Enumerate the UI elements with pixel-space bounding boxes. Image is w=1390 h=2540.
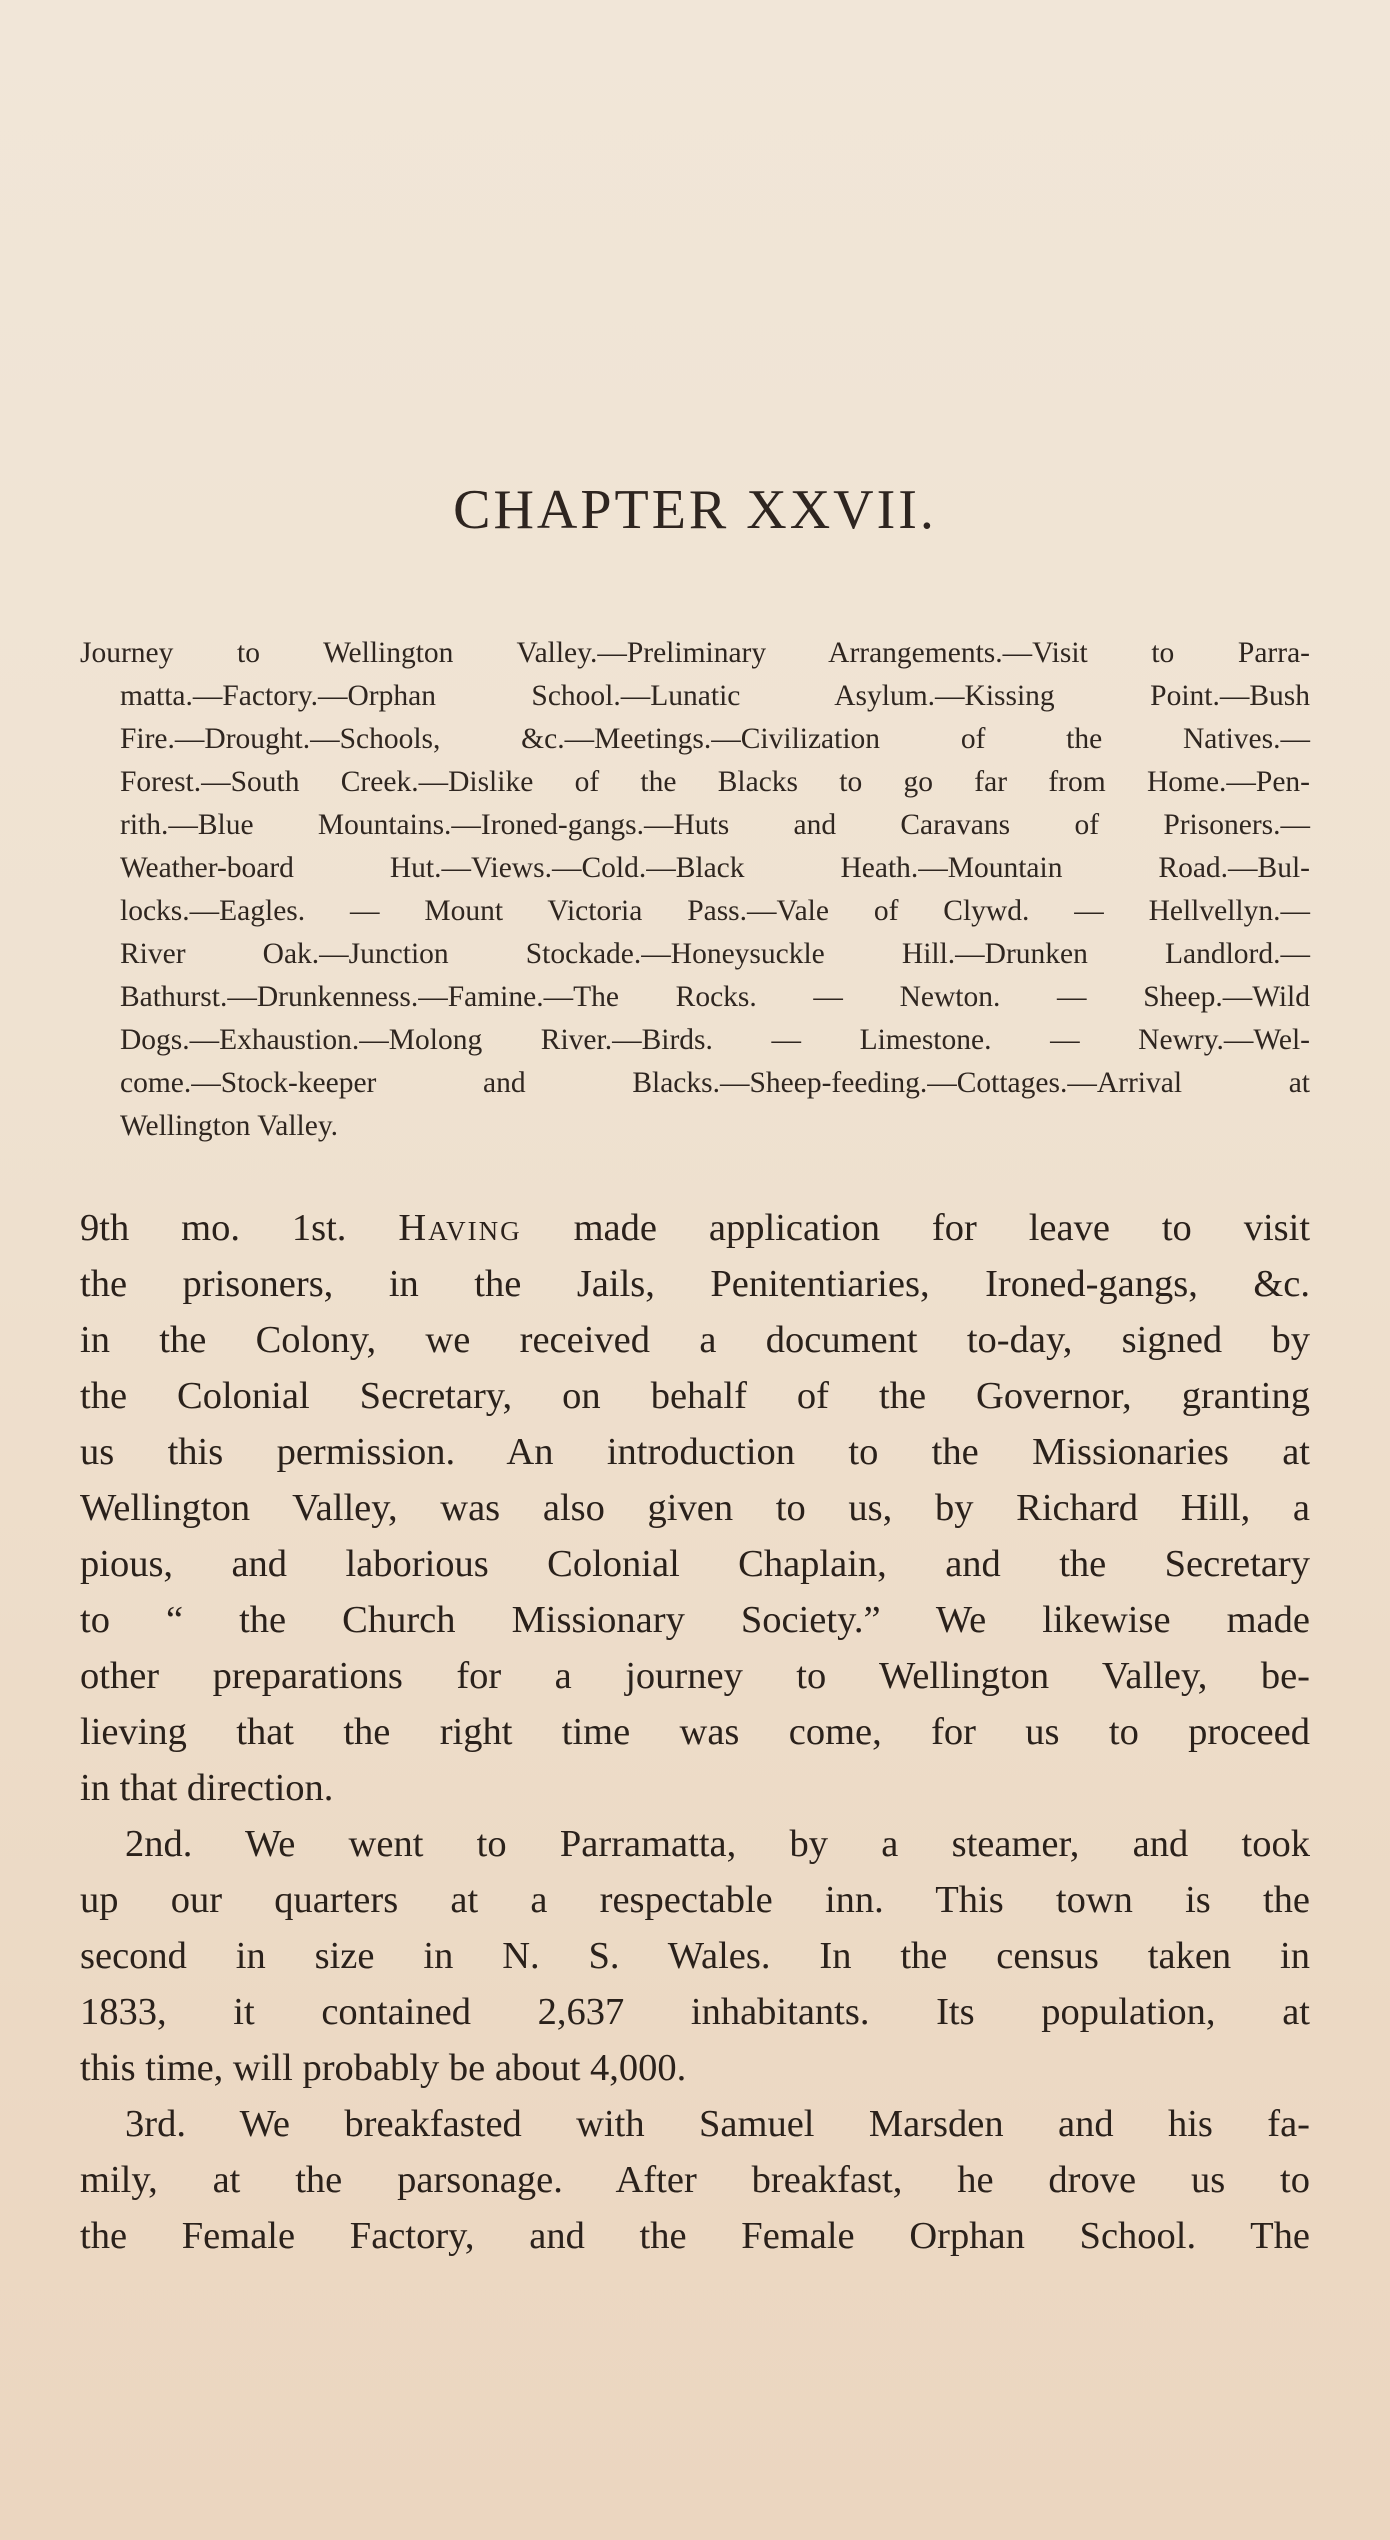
body-line: pious, and laborious Colonial Chaplain, and the Secretary (80, 1543, 1310, 1585)
body-line: this time, will probably be about 4,000. (80, 2047, 687, 2089)
body-line: the prisoners, in the Jails, Penitentiaries, Ironed-gangs, &c. (80, 1263, 1310, 1305)
chapter-summary (80, 632, 1310, 1148)
summary-line: Forest.—South Creek.—Dislike of the Blacks to go far from Home.—Pen- (120, 766, 1310, 798)
body-line-first (80, 1200, 1310, 1256)
body-line: Wellington Valley, was also given to us, by Richard Hill, a (80, 1487, 1310, 1529)
summary-line: River Oak.—Junction Stockade.—Honeysuckle Hill.—Drunken Landlord.— (120, 938, 1310, 970)
body-line: 2nd. We went to Parramatta, by a steamer, and took (125, 1823, 1310, 1865)
body-line: mily, at the parsonage. After breakfast, he drove us to (80, 2159, 1310, 2201)
body-line: second in size in N. S. Wales. In the census taken in (80, 1935, 1310, 1977)
body-line: other preparations for a journey to Wellington Valley, be- (80, 1655, 1310, 1697)
summary-line: matta.—Factory.—Orphan School.—Lunatic Asylum.—Kissing Point.—Bush (120, 680, 1310, 712)
summary-line: locks.—Eagles. — Mount Victoria Pass.—Vale of Clywd. — Hellvellyn.— (120, 895, 1310, 927)
body-line: us this permission. An introduction to the Missionaries at (80, 1431, 1310, 1473)
body-line: 3rd. We breakfasted with Samuel Marsden and his fa- (125, 2103, 1310, 2145)
entry-date: 9th mo. 1st. (80, 1207, 347, 1249)
body-line: up our quarters at a respectable inn. This town is the (80, 1879, 1310, 1921)
summary-line: Journey to Wellington Valley.—Preliminary Arrangements.—Visit to Parra- (80, 637, 1310, 669)
opening-word: Having (398, 1207, 522, 1249)
summary-line: Bathurst.—Drunkenness.—Famine.—The Rocks. — Newton. — Sheep.—Wild (120, 981, 1310, 1013)
summary-line: come.—Stock-keeper and Blacks.—Sheep-feeding.—Cottages.—Arrival at (120, 1067, 1310, 1099)
body-text (80, 1200, 1310, 2264)
summary-line: Weather-board Hut.—Views.—Cold.—Black Heath.—Mountain Road.—Bul- (120, 852, 1310, 884)
body-line: to “ the Church Missionary Society.” We likewise made (80, 1599, 1310, 1641)
body-line: in that direction. (80, 1767, 334, 1809)
summary-line: rith.—Blue Mountains.—Ironed-gangs.—Huts and Caravans of Prisoners.— (120, 809, 1310, 841)
body-line: 1833, it contained 2,637 inhabitants. Its population, at (80, 1991, 1310, 2033)
summary-line: Fire.—Drought.—Schools, &c.—Meetings.—Civilization of the Natives.— (120, 723, 1310, 755)
summary-line: Dogs.—Exhaustion.—Molong River.—Birds. — Limestone. — Newry.—Wel- (120, 1024, 1310, 1056)
body-line: the Colonial Secretary, on behalf of the Governor, granting (80, 1375, 1310, 1417)
body-line: the Female Factory, and the Female Orphan School. The (80, 2215, 1310, 2257)
summary-line: Wellington Valley. (120, 1110, 339, 1142)
body-line: in the Colony, we received a document to-day, signed by (80, 1319, 1310, 1361)
chapter-title: CHAPTER XXVII. (453, 479, 937, 541)
body-line: lieving that the right time was come, for us to proceed (80, 1711, 1310, 1753)
first-line-rest: made application for leave to visit (573, 1207, 1311, 1249)
